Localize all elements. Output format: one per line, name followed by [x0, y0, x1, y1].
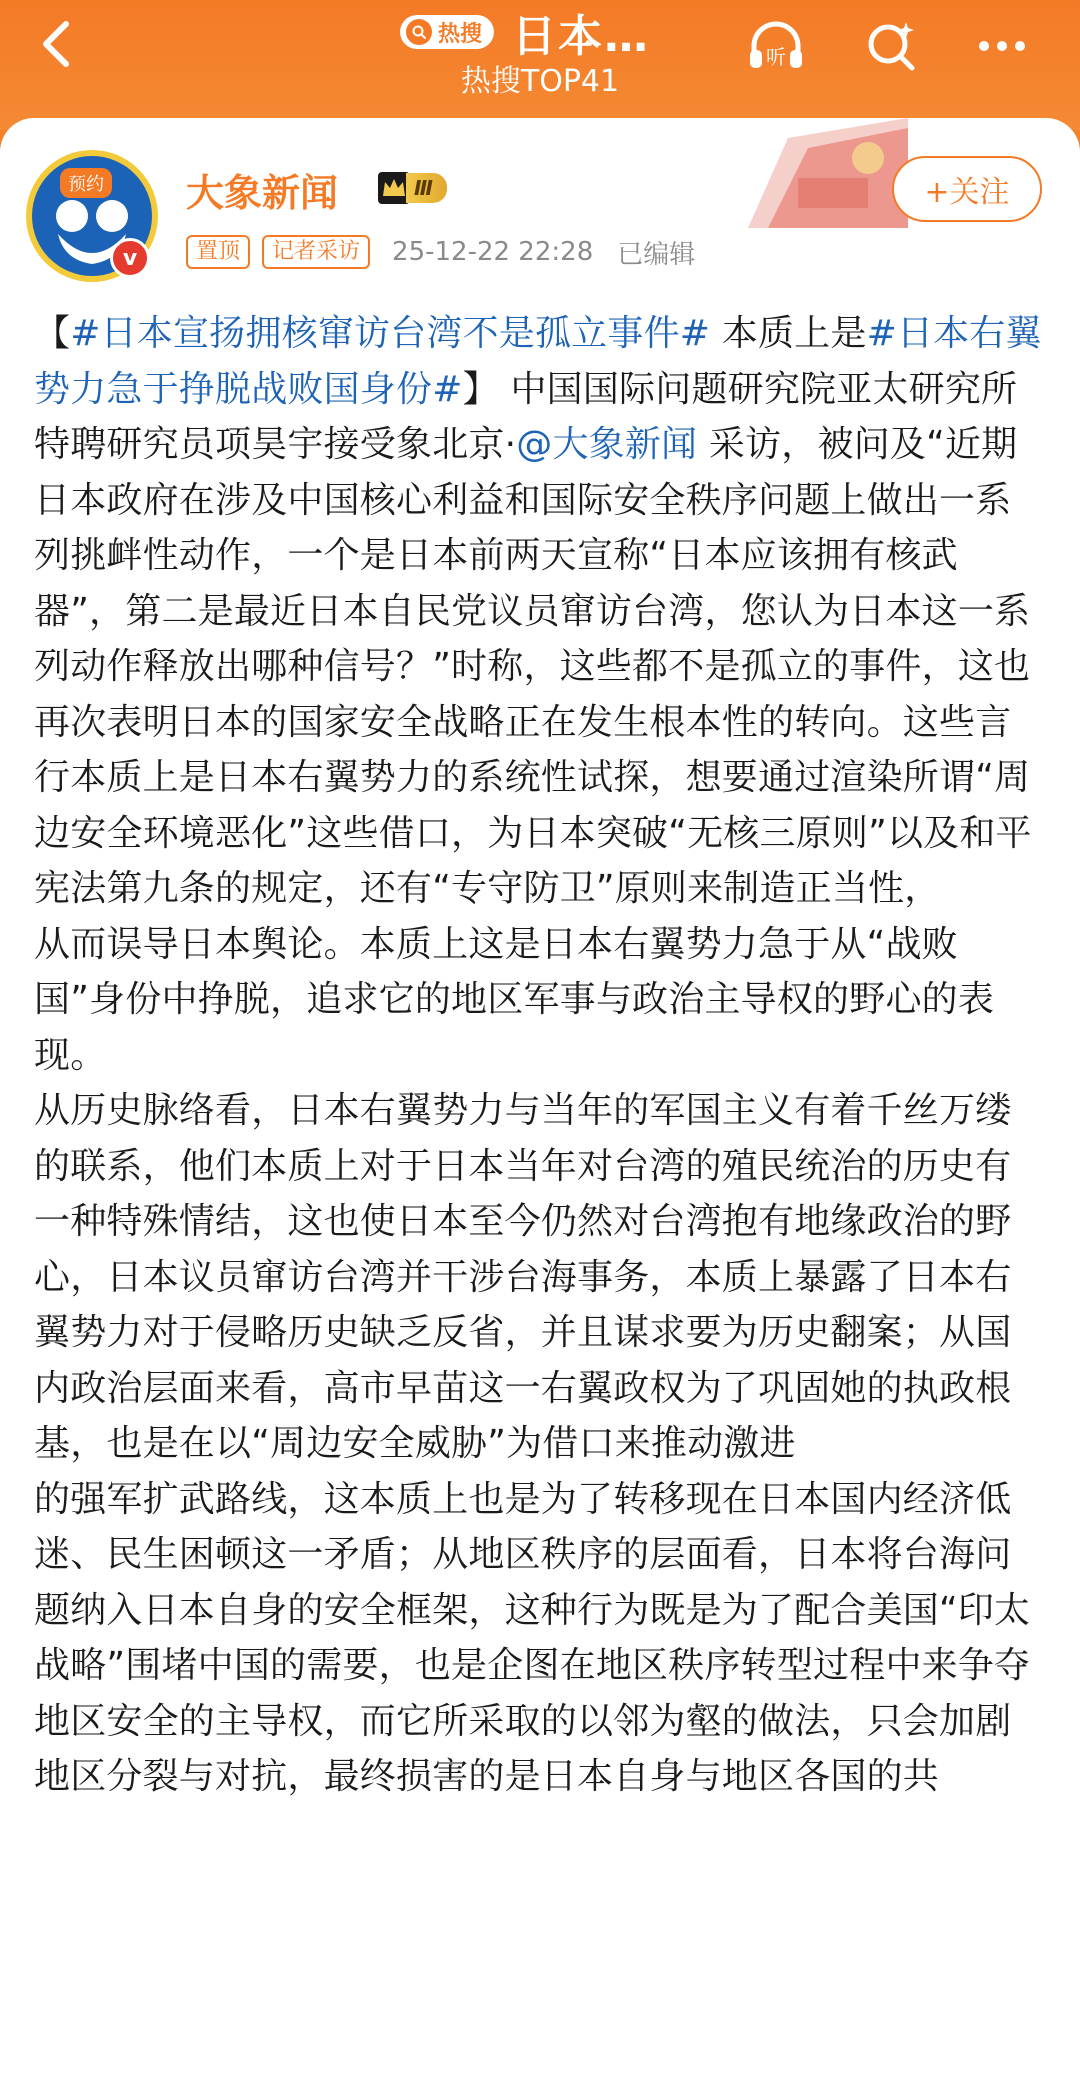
bracket-open: 【 — [34, 313, 71, 354]
top-bar — [0, 0, 1080, 130]
page-subtitle: 热搜TOP41 — [460, 64, 620, 99]
edited-label[interactable]: 已编辑 — [617, 239, 696, 270]
author-name[interactable]: 大象新闻 — [186, 171, 339, 215]
search-icon[interactable] — [860, 14, 924, 78]
paragraph-3: 从历史脉络看，日本右翼势力与当年的军国主义有着千丝万缕的联系，他们本质上对于日本当年对台湾的殖民统治的历史有一种特殊情结，这也使日本至今仍然对台湾抱有地缘政治的野心，日本议员窜访台湾并干涉台海事务，本质上暴露了日本右翼势力对于侵略历史缺乏反省，并且谋求要为历史翻案；从国内政治层面来看，高市早苗这一右翼政权为了巩固她的执政根基，也是在以“周边安全威胁”为借口来推动激进 — [34, 1090, 1012, 1464]
page-title: 日本… — [512, 11, 651, 62]
level-badge[interactable] — [376, 168, 447, 208]
hot-search-badge[interactable] — [400, 15, 494, 49]
text-between: 本质上是 — [710, 313, 867, 354]
post-card — [0, 118, 1080, 2077]
verified-badge-icon: v — [110, 238, 150, 278]
interview-tag: 记者采访 — [262, 235, 370, 269]
paragraph-1 — [34, 306, 1046, 917]
listen-icon[interactable] — [744, 14, 808, 78]
more-icon[interactable] — [970, 14, 1034, 78]
intro-text: 中国国际问题研究院亚太研究所特聘研究员项昊宇接受象北京· — [34, 368, 1018, 465]
post-content — [34, 306, 1046, 1805]
decorative-banner — [748, 118, 908, 228]
paragraph-4: 的强军扩武路线，这本质上也是为了转移现在日本国内经济低迷、民生困顿这一矛盾；从地区秩序的层面看，日本将台海问题纳入日本自身的安全框架，这种行为既是为了配合美国“印太战略”围堵中国的需要，也是企图在地区秩序转型过程中来争夺地区安全的主导权，而它所采取的以邻为壑的做法，只会加剧地区分裂与对抗，最终损害的是日本自身与地区各国的共 — [34, 1478, 1031, 1797]
follow-button[interactable]: +关注 — [892, 156, 1042, 222]
pinned-tag: 置顶 — [186, 235, 250, 269]
hashtag-link[interactable]: #日本宣扬拥核窜访台湾不是孤立事件# — [70, 313, 711, 354]
svg-text:听: 听 — [766, 45, 786, 69]
title-wrap — [400, 2, 650, 62]
search-icon — [406, 19, 432, 45]
bracket-close: 】 — [462, 368, 499, 410]
avatar-tag: 预约 — [60, 168, 112, 198]
paragraph-2: 从而误导日本舆论。本质上这是日本右翼势力急于从“战败国”身份中挣脱，追求它的地区军事与政治主导权的野心的表现。 — [34, 923, 995, 1076]
hashtag-link[interactable]: #日本右翼势力急于挣脱战败国身份# — [34, 313, 1042, 410]
hot-badge-label: 热搜 — [438, 21, 483, 47]
mention-link[interactable]: @大象新闻 — [516, 424, 698, 465]
post-meta — [186, 232, 695, 272]
post-time: 25-12-22 22:28 — [392, 237, 594, 267]
paragraph-1-text: 采访，被问及“近期日本政府在涉及中国核心利益和国际安全秩序问题上做出一系列挑衅性动作，一个是日本前两天宣称“日本应该拥有核武器”，第二是最近日本自民党议员窜访台湾，您认为日本这一系列动作释放出哪种信号？”时称，这些都不是孤立的事件，这也再次表明日本的国家安全战略正在发生根本性的转向。这些言行本质上是日本右翼势力的系统性试探，想要通过渲染所谓“周边安全环境恶化”这些借口，为日本突破“无核三原则”以及和平宪法第九条的规定，还有“专守防卫”原则来制造正当性， — [34, 424, 1032, 909]
level-label: Ⅲ — [406, 173, 447, 203]
